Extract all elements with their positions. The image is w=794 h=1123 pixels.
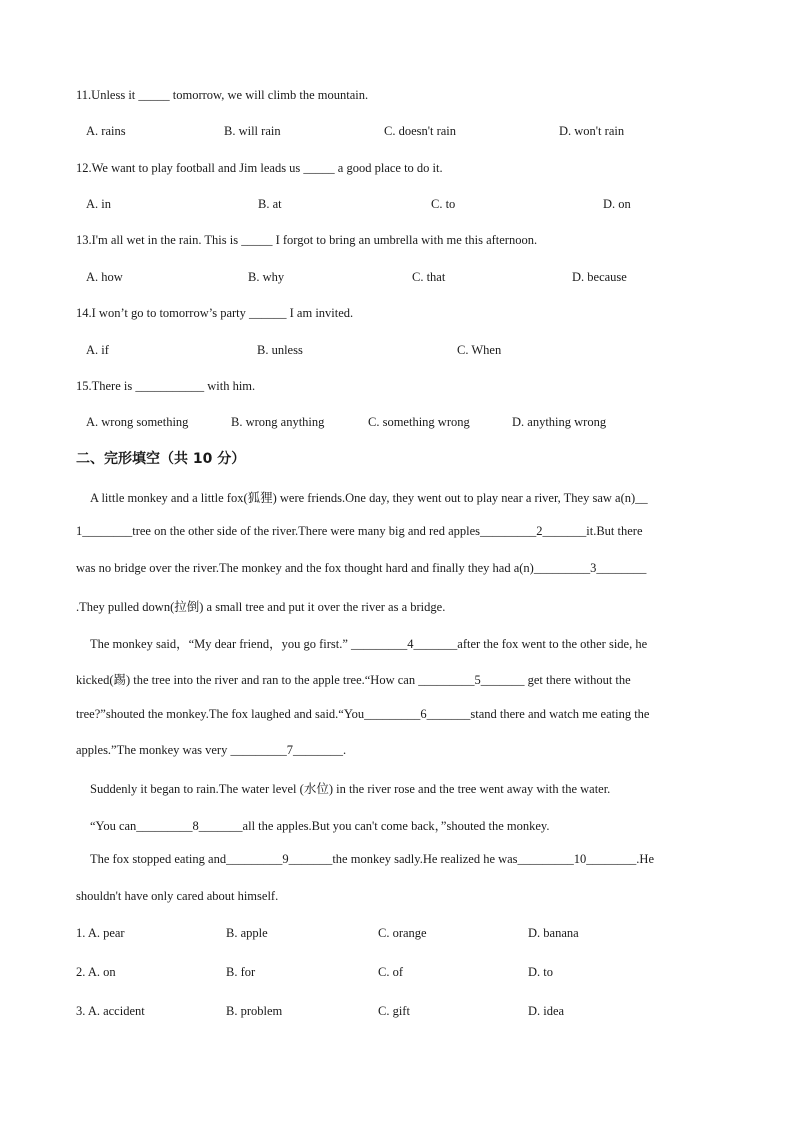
question-12-stem: 12.We want to play football and Jim leads us _____ a good place to do it. (76, 161, 443, 175)
q12-option-c: C. to (431, 197, 456, 211)
question-11-stem: 11.Unless it _____ tomorrow, we will climb the mountain. (76, 88, 369, 102)
cloze-2-option-a: 2. A. on (76, 965, 116, 979)
cloze-1-option-a: 1. A. pear (76, 926, 125, 940)
q11-option-d: D. won't rain (559, 124, 625, 138)
cloze-3-option-a: 3. A. accident (76, 1004, 145, 1018)
q11-option-c: C. doesn't rain (384, 124, 457, 138)
passage-line: Suddenly it began to rain.The water level (水位) in the river rose and the tree went away with the water. (90, 782, 611, 796)
q12-option-a: A. in (86, 197, 111, 211)
passage-line: 1________tree on the other side of the river.There were many big and red apples_________2_______it.But there (76, 524, 643, 538)
q13-option-a: A. how (86, 270, 123, 284)
cloze-3-option-c: C. gift (378, 1004, 410, 1018)
section-title: 二、完形填空（共 10 分） (76, 451, 246, 467)
cloze-3-option-d: D. idea (528, 1004, 565, 1018)
question-13-stem: 13.I'm all wet in the rain. This is _____ I forgot to bring an umbrella with me this afternoon. (76, 233, 538, 247)
passage-line: shouldn't have only cared about himself. (76, 889, 279, 903)
passage-line: kicked(踢) the tree into the river and ran to the apple tree.“How can _________5_______ get there without the (76, 673, 631, 687)
passage-line: “You can_________8_______all the apples.But you can't come back，”shouted the monkey. (90, 819, 550, 833)
cloze-1-option-d: D. banana (528, 926, 579, 940)
q14-option-c: C. When (457, 343, 502, 357)
question-15-stem: 15.There is ___________ with him. (76, 379, 256, 393)
cloze-1-option-b: B. apple (226, 926, 268, 940)
passage-line: The fox stopped eating and_________9_______the monkey sadly.He realized he was_________10________.He (90, 852, 655, 866)
passage-line: A little monkey and a little fox(狐狸) were friends.One day, they went out to play near a river, They saw a(n)__ (90, 491, 648, 505)
passage-line: apples.”The monkey was very _________7________. (76, 743, 347, 757)
q15-option-d: D. anything wrong (512, 415, 607, 429)
q13-option-b: B. why (248, 270, 285, 284)
q13-option-d: D. because (572, 270, 627, 284)
passage-line: The monkey said，“My dear friend，you go first.” _________4_______after the fox went to the other side, he (90, 637, 648, 651)
q14-option-a: A. if (86, 343, 109, 357)
q11-option-a: A. rains (86, 124, 126, 138)
cloze-2-option-d: D. to (528, 965, 553, 979)
q11-option-b: B. will rain (224, 124, 281, 138)
q14-option-b: B. unless (257, 343, 303, 357)
cloze-2-option-c: C. of (378, 965, 403, 979)
question-14-stem: 14.I won’t go to tomorrow’s party ______ I am invited. (76, 306, 354, 320)
cloze-2-option-b: B. for (226, 965, 256, 979)
cloze-1-option-c: C. orange (378, 926, 427, 940)
q15-option-c: C. something wrong (368, 415, 470, 429)
passage-line: was no bridge over the river.The monkey and the fox thought hard and finally they had a(n)_________3________ (76, 561, 647, 575)
q15-option-a: A. wrong something (86, 415, 189, 429)
q12-option-b: B. at (258, 197, 282, 211)
cloze-3-option-b: B. problem (226, 1004, 283, 1018)
q13-option-c: C. that (412, 270, 446, 284)
q15-option-b: B. wrong anything (231, 415, 325, 429)
q12-option-d: D. on (603, 197, 631, 211)
passage-line: tree?”shouted the monkey.The fox laughed and said.“You_________6_______stand there and watch me eating the (76, 707, 650, 721)
passage-line: .They pulled down(拉倒) a small tree and put it over the river as a bridge. (76, 600, 446, 614)
